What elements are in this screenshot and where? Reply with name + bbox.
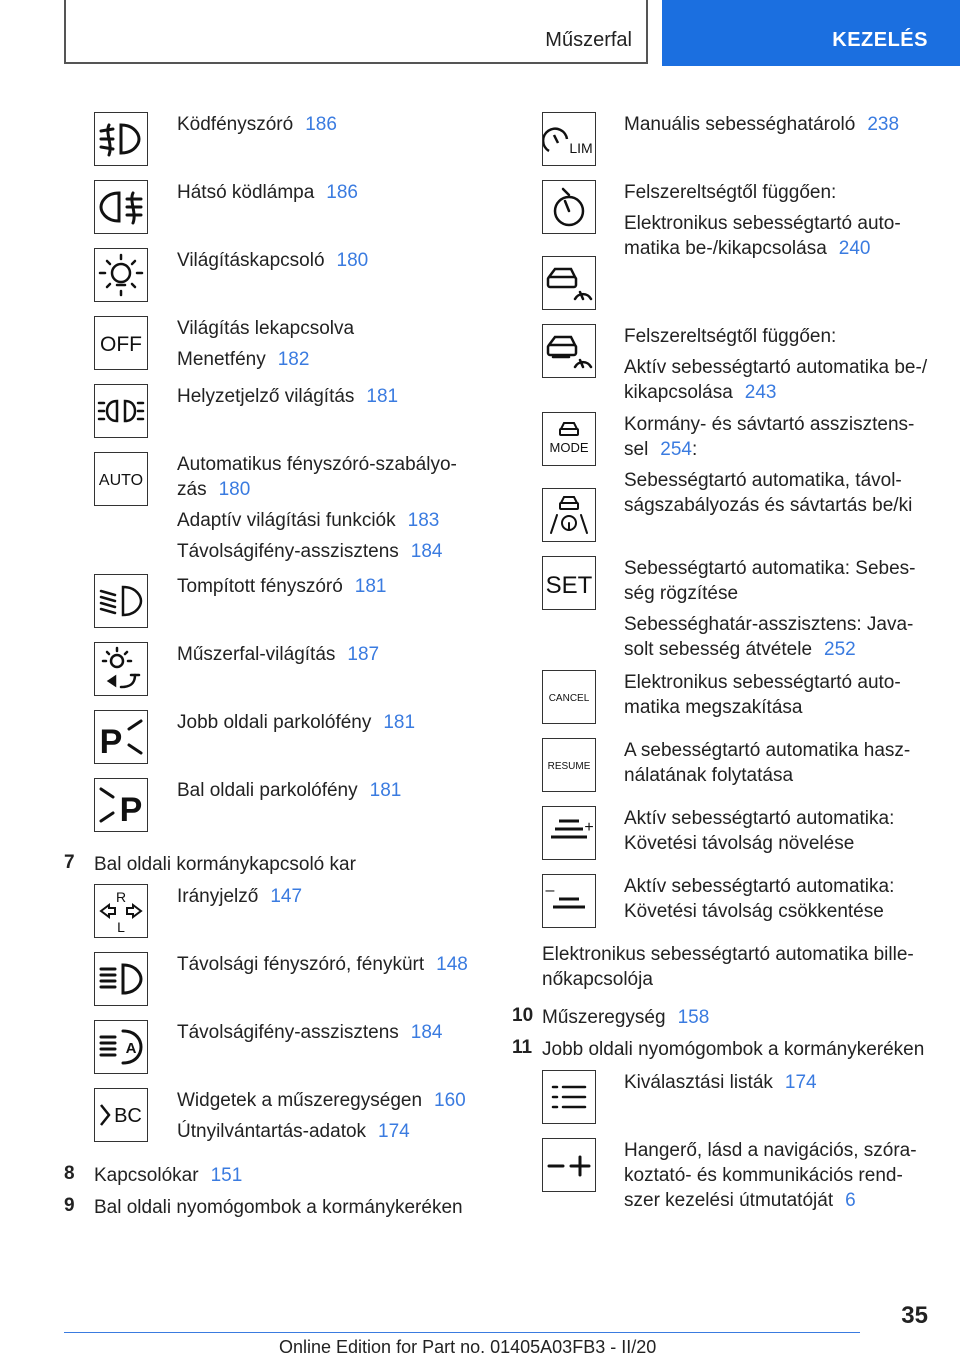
entry-text: nálatának folytatása	[624, 765, 794, 786]
item-title: Bal oldali nyomógombok a kormánykeréken	[94, 1197, 463, 1218]
entry-lane-assist	[624, 412, 914, 518]
entry-text: Elektronikus sebességtartó auto-	[624, 213, 901, 234]
entry-left-parking-light	[177, 778, 401, 803]
entry-text: Ködfényszóró	[177, 114, 294, 135]
entry-light-switch	[177, 248, 368, 273]
icon-label: LIM	[569, 140, 593, 156]
page-ref-link[interactable]: 180	[336, 250, 369, 271]
entry-text: Hangerő, lásd a navigációs, szóra-	[624, 1140, 917, 1161]
entry-text: Műszerfal-világítás	[177, 644, 336, 665]
entry-text: Elektronikus sebességtartó automatika bille-	[542, 944, 914, 965]
entry-text: Helyzetjelző világítás	[177, 386, 355, 407]
page-ref-link[interactable]: 238	[867, 114, 900, 135]
page-ref-link[interactable]: 6	[845, 1190, 856, 1211]
item-number: 10	[512, 1005, 534, 1026]
item-title: Jobb oldali nyomógombok a kormánykeréken	[542, 1039, 925, 1060]
entry-text: Műszeregység	[542, 1007, 666, 1028]
cruise-control-icon	[542, 180, 596, 234]
item-title: Bal oldali kormánykapcsoló kar	[94, 854, 356, 875]
entry-text: Aktív sebességtartó automatika:	[624, 808, 895, 829]
entry-text: koztató- és kommunikációs rend-	[624, 1165, 903, 1186]
entry-text: Menetfény	[177, 349, 266, 370]
entry-low-beam	[177, 574, 387, 599]
icon-label: BC	[114, 1105, 142, 1127]
item-number: 9	[64, 1195, 75, 1216]
icon-label: R	[115, 889, 127, 905]
entry-text: Távolsági fényszóró, fénykürt	[177, 954, 425, 975]
lights-off-icon	[94, 316, 148, 370]
item-number: 7	[64, 852, 75, 873]
entry-text: Követési távolság növelése	[624, 833, 855, 854]
entry-text: szer kezelési útmutatóját	[624, 1190, 834, 1211]
entry-lights-off	[177, 316, 354, 372]
auto-headlight-icon	[94, 452, 148, 506]
icon-label: MODE	[549, 440, 589, 455]
entry-text: Widgetek a műszeregységen	[177, 1090, 423, 1111]
entry-set-speed	[624, 556, 916, 662]
entry-text: Sebességtartó automatika, távol-	[624, 470, 902, 491]
entry-cruise-control	[624, 180, 901, 261]
entry-side-lights	[177, 384, 398, 409]
icon-label: +	[584, 819, 594, 836]
icon-label: RESUME	[547, 761, 591, 772]
page-ref-link[interactable]: 243	[744, 382, 777, 403]
light-switch-icon	[94, 248, 148, 302]
entry-text: kikapcsolása	[624, 382, 733, 403]
entry-text: Sebességtartó automatika: Sebes-	[624, 558, 916, 579]
page-ref-link[interactable]: 186	[326, 182, 358, 203]
entry-turn-signal	[177, 884, 302, 909]
high-beam-assistant-icon	[94, 1020, 148, 1074]
cancel-button-icon	[542, 670, 596, 724]
page-ref-link[interactable]: 240	[838, 238, 871, 259]
entry-text: Távolságifény-asszisztens	[177, 1022, 399, 1043]
entry-front-fog	[177, 112, 337, 137]
entry-text: Kapcsolókar	[94, 1165, 199, 1186]
entry-active-cruise-control	[624, 324, 927, 405]
page-ref-link[interactable]: 180	[218, 479, 251, 500]
resume-button-icon	[542, 738, 596, 792]
set-button-icon	[542, 556, 596, 610]
entry-text: A sebességtartó automatika hasz-	[624, 740, 911, 761]
entry-text: Manuális sebességhatároló	[624, 114, 856, 135]
entry-volume	[624, 1138, 917, 1213]
section-title: Műszerfal	[545, 29, 632, 51]
mode-button-icon	[542, 412, 596, 466]
entry-text: sel	[624, 439, 649, 460]
page-ref-link[interactable]: 254	[660, 439, 692, 460]
left-parking-light-icon	[94, 778, 148, 832]
page-ref-link[interactable]: 182	[277, 349, 310, 370]
edition-footer: Online Edition for Part no. 01405A03FB3 - II/20	[279, 1337, 657, 1357]
page-ref-link[interactable]: 160	[434, 1090, 466, 1111]
speed-limiter-icon	[542, 112, 596, 166]
low-beam-icon	[94, 574, 148, 628]
item-number: 8	[64, 1163, 75, 1184]
entry-cancel	[624, 670, 901, 720]
page-ref-link[interactable]: 184	[410, 541, 443, 562]
entry-text: Követési távolság csökkentése	[624, 901, 884, 922]
footer-divider	[64, 1332, 860, 1333]
entry-text: Felszereltségtől függően:	[624, 182, 837, 203]
page-ref-link[interactable]: 183	[407, 510, 440, 531]
entry-text: zás	[177, 479, 207, 500]
entry-text: :	[692, 439, 698, 460]
entry-resume	[624, 738, 910, 788]
entry-speed-limiter	[624, 112, 899, 137]
page-ref-link[interactable]: 181	[366, 386, 399, 407]
icon-label: OFF	[100, 333, 142, 356]
icon-label: A	[125, 1040, 137, 1057]
list-icon	[542, 1070, 596, 1124]
item-title	[542, 1005, 709, 1030]
entry-text: Kormány- és sávtartó asszisztens-	[624, 414, 915, 435]
page-ref-link[interactable]: 174	[378, 1121, 410, 1142]
entry-text: Útnyilvántartás-adatok	[177, 1121, 367, 1142]
side-lights-icon	[94, 384, 148, 438]
section-tab	[64, 0, 648, 64]
icon-label: CANCEL	[548, 693, 590, 704]
entry-text: Bal oldali parkolófény	[177, 780, 358, 801]
steering-lane-assist-icon	[542, 488, 596, 542]
active-cruise-control-icon	[542, 324, 596, 378]
entry-text: Világítás lekapcsolva	[177, 318, 355, 339]
distance-increase-icon	[542, 806, 596, 860]
entry-bc-button	[177, 1088, 466, 1144]
volume-icon	[542, 1138, 596, 1192]
icon-label: P	[119, 791, 143, 829]
entry-text: matika be-/kikapcsolása	[624, 238, 827, 259]
page-ref-link[interactable]: 158	[677, 1007, 710, 1028]
page-ref-link[interactable]: 151	[210, 1165, 243, 1186]
page-ref-link[interactable]: 174	[784, 1072, 817, 1093]
front-fog-light-icon	[94, 112, 148, 166]
high-beam-icon	[94, 952, 148, 1006]
entry-auto-headlight	[177, 452, 457, 564]
page-ref-link[interactable]: 187	[347, 644, 380, 665]
entry-text: Sebességhatár-asszisztens: Java-	[624, 614, 914, 635]
entry-text: Távolságifény-asszisztens	[177, 541, 399, 562]
page-number: 35	[901, 1302, 928, 1329]
page-ref-link[interactable]: 186	[305, 114, 337, 135]
distance-decrease-icon	[542, 874, 596, 928]
right-parking-light-icon	[94, 710, 148, 764]
entry-text: Aktív sebességtartó automatika be-/	[624, 357, 928, 378]
chapter-tab	[662, 0, 960, 66]
entry-rear-fog	[177, 180, 358, 205]
entry-selection-lists	[624, 1070, 817, 1095]
page-header	[0, 0, 960, 66]
entry-text: solt sebesség átvétele	[624, 639, 813, 660]
entry-distance-increase	[624, 806, 894, 856]
bc-button-icon	[94, 1088, 148, 1142]
entry-text: matika megszakítása	[624, 697, 803, 718]
entry-text: Hátsó ködlámpa	[177, 182, 315, 203]
instrument-lighting-icon	[94, 642, 148, 696]
icon-label: P	[99, 723, 123, 761]
entry-right-parking-light	[177, 710, 415, 735]
chapter-title: KEZELÉS	[832, 29, 928, 51]
entry-text: Aktív sebességtartó automatika:	[624, 876, 895, 897]
page-ref-link[interactable]: 147	[270, 886, 303, 907]
page-ref-link[interactable]: 181	[383, 712, 416, 733]
item-number: 11	[512, 1037, 533, 1058]
entry-text: ség rögzítése	[624, 583, 739, 604]
page-ref-link[interactable]: 148	[436, 954, 468, 975]
entry-text: Irányjelző	[177, 886, 259, 907]
entry-text: Világításkapcsoló	[177, 250, 325, 271]
icon-label: L	[117, 919, 125, 935]
entry-instrument-lighting	[177, 642, 379, 667]
entry-text: nőkapcsolója	[542, 969, 653, 990]
item-title	[94, 1163, 242, 1188]
entry-text: Elektronikus sebességtartó auto-	[624, 672, 901, 693]
entry-distance-decrease	[624, 874, 894, 924]
entry-high-beam-assistant	[177, 1020, 442, 1045]
entry-text: Tompított fényszóró	[177, 576, 343, 597]
page-ref-link[interactable]: 181	[369, 780, 402, 801]
icon-label: AUTO	[98, 472, 144, 489]
entry-text: Automatikus fényszóró-szabályo-	[177, 454, 457, 475]
rear-fog-light-icon	[94, 180, 148, 234]
entry-text: Kiválasztási listák	[624, 1072, 773, 1093]
page-ref-link[interactable]: 252	[824, 639, 856, 660]
icon-label: SET	[545, 572, 593, 599]
entry-text: Adaptív világítási funkciók	[177, 510, 396, 531]
entry-text: Felszereltségtől függően:	[624, 326, 837, 347]
cruise-control-distance-icon	[542, 256, 596, 310]
rocker-switch-note	[542, 942, 914, 992]
turn-signal-icon	[94, 884, 148, 938]
page-ref-link[interactable]: 181	[354, 576, 387, 597]
entry-text: ságszabályozás és sávtartás be/ki	[624, 495, 913, 516]
page-ref-link[interactable]: 184	[410, 1022, 443, 1043]
entry-text: Jobb oldali parkolófény	[177, 712, 372, 733]
icon-label: –	[545, 882, 555, 899]
entry-high-beam	[177, 952, 468, 977]
